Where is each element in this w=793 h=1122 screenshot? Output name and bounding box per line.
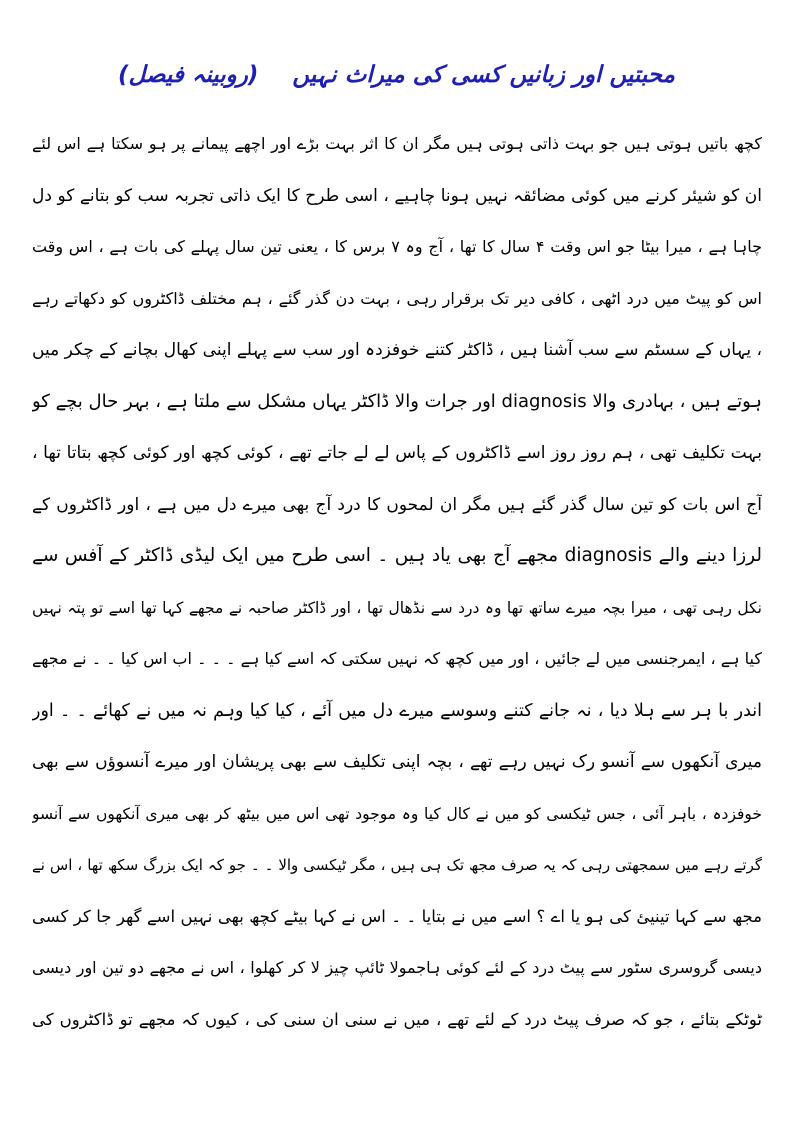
text-line: میری آنکھوں سے آنسو رک نہیں رہے تھے ، بچہ اپنی تکلیف سے بھی پریشان اور میرے آنسوؤں سے بھی — [32, 752, 762, 772]
author-name: (روبینہ فیصل) — [118, 62, 259, 88]
text-line: ٹوٹکے بتائے ، جو کہ صرف پیٹ درد کے لئے تھے ، میں نے سنی ان سنی کی ، کیوں کہ مجھے تو ڈاکٹروں کی — [32, 1009, 762, 1029]
text-line: لرزا دینے والے diagnosis مجھے آج بھی یاد ہیں ۔ اسی طرح میں ایک لیڈی ڈاکٹر کے آفس سے — [32, 545, 762, 566]
text-line: آج اس بات کو تین سال گذر گئے ہیں مگر ان لمحوں کا درد آج بھی میرے دل میں ہے ، اور ڈاکٹروں کے — [32, 494, 762, 515]
title-text: محبتیں اور زبانیں کسی کی میراث نہیں — [292, 62, 675, 88]
text-line: مجھ سے کہا تینیئ کی ہو یا اے ؟ اسے میں نے بتایا ۔ ۔ اس نے کہا بیٹے کچھ بھی نہیں اسے گھر جا کر کسی — [32, 906, 762, 926]
text-line: اندر با ہر سے ہلا دیا ، نہ جانے کتنے وسوسے میرے دل میں آئے ، کیا کیا وہم نہ میں نے کھائے ۔ ۔ اور — [32, 700, 762, 721]
text-line: کیا ہے ، ایمرجنسی میں لے جائیں ، اور میں کچھ کہ نہیں سکتی کہ اسے کیا ہے ۔ ۔ ۔ اب اس کیا ۔ ۔ نے مجھے — [32, 649, 762, 668]
text-line: دیسی گروسری سٹور سے پیٹ درد کے لئے کوئی ہاجمولا ٹائپ چیز لا کر کھلوا ، اس نے مجھے دو تین اور دیسی — [32, 958, 762, 977]
text-line: کچھ باتیں ہوتی ہیں جو بہت ذاتی ہوتی ہیں مگر ان کا اثر بہت بڑے اور اچھے پیمانے پر ہو سکتا ہے اس لئے — [32, 134, 762, 153]
text-line: بہت تکلیف تھی ، ہم روز روز اسے ڈاکٹروں کے پاس لے لے جاتے تھے ، کوئی کچھ اور کوئی کچھ بتاتا تھا ، — [32, 443, 762, 463]
text-line: گرتے رہے میں سمجھتی رہی کہ یہ صرف مجھ تک ہی ہیں ، مگر ٹیکسی والا ۔ ۔ جو کہ ایک بزرگ سکھ تھا ، اس نے — [32, 856, 762, 874]
text-line: ہوتے ہیں ، بہادری والا diagnosis اور جرات والا ڈاکٹر یہاں مشکل سے ملتا ہے ، بہر حال بچے کو — [32, 390, 762, 412]
article-body — [32, 124, 762, 1051]
text-line: چاہا ہے ، میرا بیٹا جو اس وقت ۴ سال کا تھا ، آج وہ ۷ برس کا ، یعنی تین سال پہلے کی بات ہے ، اس وقت — [32, 237, 762, 256]
article-title — [40, 58, 753, 92]
text-line: ان کو شیئر کرنے میں کوئی مضائقہ نہیں ہونا چاہیے ، اسی طرح کا ایک ذاتی تجربہ سب کو بتانے کو دل — [32, 185, 762, 206]
text-line: نکل رہی تھی ، میرا بچہ میرے ساتھ تھا وہ درد سے نڈھال تھا ، اور ڈاکٹر صاحبہ نے مجھے کہا تھا اسے تو پتہ نہیں — [32, 598, 762, 617]
text-line: خوفزدہ ، باہر آئی ، جس ٹیکسی کو میں نے کال کیا وہ موجود تھی اس میں بیٹھ کر بھی میری آنکھوں سے آنسو — [32, 804, 762, 823]
text-line: ، یہاں کے سسٹم سے سب آشنا ہیں ، ڈاکٹر کتنے خوفزدہ اور سب سے پہلے اپنی کھال بچانے کے چکر میں — [32, 340, 762, 360]
text-line: اس کو پیٹ میں درد اٹھی ، کافی دیر تک برقرار رہی ، بہت دن گذر گئے ، ہم مختلف ڈاکٹروں کو دکھاتے رہے — [32, 288, 762, 308]
